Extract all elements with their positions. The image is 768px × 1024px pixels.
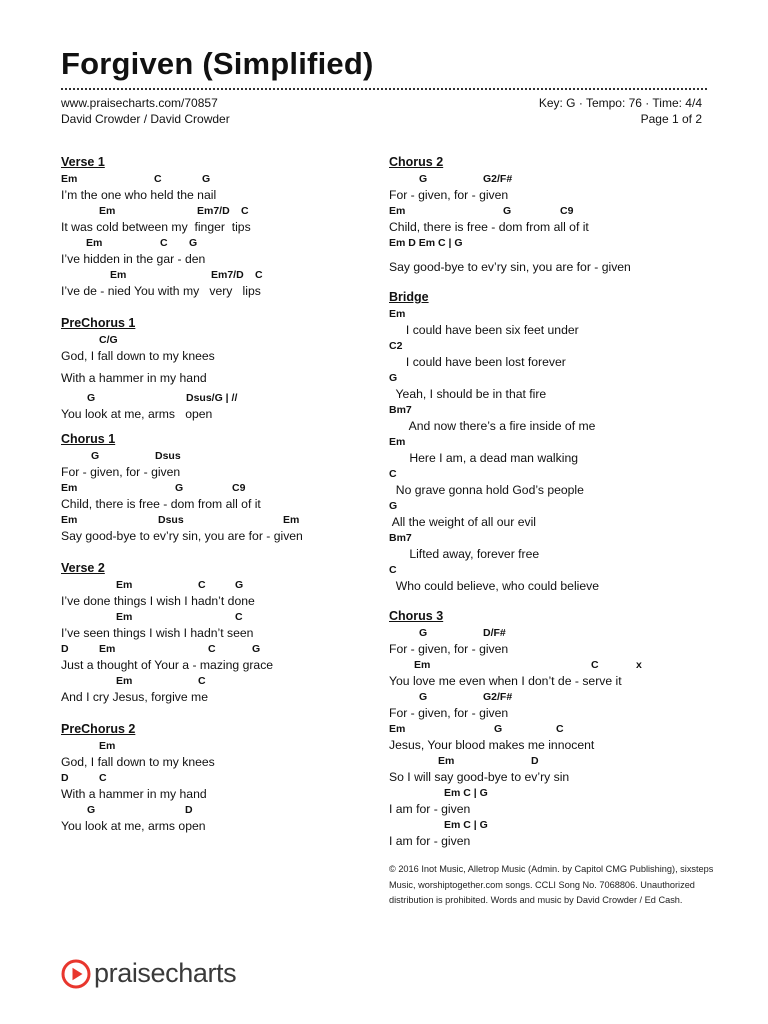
chord: G <box>419 173 428 185</box>
chord: Em <box>61 514 78 526</box>
chord-row <box>389 205 719 219</box>
chord: Dsus <box>158 514 184 526</box>
chord-row <box>389 787 719 801</box>
chord: G <box>389 500 398 512</box>
lyric-line: Say good-bye to ev’ry sin, you are for - given <box>61 529 303 543</box>
chord: G <box>202 173 211 185</box>
chart-line <box>61 269 361 301</box>
chart-line <box>61 173 361 205</box>
chord: C <box>556 723 564 735</box>
lyric-line: Who could believe, who could believe <box>389 579 600 593</box>
section-title: Chorus 1 <box>61 432 116 446</box>
lyric-line: Just a thought of Your a - mazing grace <box>61 658 274 672</box>
chord: x <box>636 659 642 671</box>
chord: G <box>503 205 512 217</box>
chord-row <box>61 804 361 818</box>
chord-row <box>61 205 361 219</box>
chord: C <box>591 659 599 671</box>
chord-row <box>389 532 719 546</box>
lyric-line: I’ve hidden in the gar - den <box>61 252 206 266</box>
chart-line <box>389 205 719 237</box>
chart-line <box>61 740 361 772</box>
chart-line <box>389 255 719 281</box>
section-title: Chorus 3 <box>389 609 444 623</box>
chord: Em <box>110 269 127 281</box>
chart-line <box>61 482 361 514</box>
chord-row <box>389 340 719 354</box>
chord: Em <box>61 482 78 494</box>
chart-line <box>389 627 719 659</box>
chord: Em <box>438 755 455 767</box>
chart-line <box>389 691 719 723</box>
chord: Em <box>99 740 116 752</box>
chart-line <box>61 514 361 546</box>
chord: G <box>252 643 261 655</box>
chord: Bm7 <box>389 532 412 544</box>
chart-line <box>61 237 361 269</box>
logo-text: praisecharts <box>94 958 237 988</box>
chord-row <box>389 627 719 641</box>
chord-row <box>61 675 361 689</box>
authors: David Crowder / David Crowder <box>61 112 230 126</box>
lyric-line: With a hammer in my hand <box>61 371 207 385</box>
chord-row <box>389 755 719 769</box>
chord: Em <box>283 514 300 526</box>
chord: G <box>91 450 100 462</box>
source-url[interactable]: www.praisecharts.com/70857 <box>61 96 218 110</box>
lyric-line: So I will say good-bye to ev’ry sin <box>389 770 570 784</box>
chart-line <box>61 643 361 675</box>
lyric-line: I am for - given <box>389 802 471 816</box>
lyric-line: Lifted away, forever free <box>389 547 540 561</box>
section-title: Verse 1 <box>61 155 105 169</box>
chord: C <box>235 611 243 623</box>
chord: C <box>154 173 162 185</box>
chord: Em <box>86 237 103 249</box>
chord-row <box>389 237 719 251</box>
chord: G2/F# <box>483 691 513 703</box>
chart-line <box>61 450 361 482</box>
chord-row <box>389 564 719 578</box>
chord: Em <box>389 205 406 217</box>
chord: G <box>419 627 428 639</box>
section-title: PreChorus 2 <box>61 722 136 736</box>
chart-line <box>61 366 361 392</box>
copyright-notice: © 2016 Inot Music, Alletrop Music (Admin. by Capitol CMG Publishing), sixsteps Music, worshiptogether.com songs. CCLI Song No. 7068806. Unauthorized distribution is prohibited. Words and music by David Crowder / Ed Cash. <box>389 864 714 905</box>
chart-line <box>389 173 719 205</box>
chord: G <box>389 372 398 384</box>
chord: Em <box>116 675 133 687</box>
chord-row <box>389 659 719 673</box>
lyric-line: You look at me, arms open <box>61 407 213 421</box>
chord: G <box>87 804 96 816</box>
lyric-line: I could have been six feet under <box>389 323 579 337</box>
chord: C <box>198 579 206 591</box>
chart-line <box>389 404 719 436</box>
chart-line <box>389 532 719 564</box>
chord: C2 <box>389 340 403 352</box>
section-title: Verse 2 <box>61 561 105 575</box>
chart-line <box>389 755 719 787</box>
section-chorus-3 <box>389 608 719 851</box>
lyric-line: All the weight of all our evil <box>389 515 537 529</box>
chord: Em7/D <box>211 269 244 281</box>
chord: Dsus <box>155 450 181 462</box>
chord: Em <box>116 611 133 623</box>
chord-row <box>61 450 361 464</box>
chord: Em C | G <box>444 787 488 799</box>
section-verse-1 <box>61 154 361 301</box>
chart-line <box>61 392 361 424</box>
chord: C <box>241 205 249 217</box>
chord: D <box>531 755 539 767</box>
chart-line <box>61 579 361 611</box>
chord-row <box>61 772 361 786</box>
section-chorus-1 <box>61 431 361 546</box>
chord: D/F# <box>483 627 506 639</box>
chord: D <box>61 643 69 655</box>
chord: Em <box>389 308 406 320</box>
chord-row <box>61 237 361 251</box>
section-bridge <box>389 289 719 596</box>
chart-line <box>61 675 361 707</box>
section-title: Bridge <box>389 290 429 304</box>
section-prechorus-2 <box>61 721 361 836</box>
section-verse-2 <box>61 560 361 707</box>
section-prechorus-1 <box>61 315 361 424</box>
lyric-line: Jesus, Your blood makes me innocent <box>389 738 595 752</box>
lyric-line: Here I am, a dead man walking <box>389 451 578 465</box>
chord-row <box>61 579 361 593</box>
lyric-line: For - given, for - given <box>61 465 181 479</box>
lyric-line: I am for - given <box>389 834 471 848</box>
key-tempo-time: Key: G · Tempo: 76 · Time: 4/4 <box>538 96 702 110</box>
chord: C9 <box>232 482 246 494</box>
lyric-line: For - given, for - given <box>389 188 509 202</box>
page-number: Page 1 of 2 <box>640 112 702 126</box>
lyric-line: Say good-bye to ev’ry sin, you are for - given <box>389 260 631 274</box>
chord-row <box>61 611 361 625</box>
lyric-line: Child, there is free - dom from all of it <box>61 497 261 511</box>
title-divider <box>61 88 707 90</box>
chart-line <box>389 372 719 404</box>
chord-row <box>389 691 719 705</box>
chart-line <box>61 772 361 804</box>
chord: D <box>185 804 193 816</box>
chord: C <box>389 468 397 480</box>
lyric-line: With a hammer in my hand <box>61 787 207 801</box>
chord-row <box>389 404 719 418</box>
lyric-line: You love me even when I don’t de - serve it <box>389 674 622 688</box>
chord: Em C | G <box>444 819 488 831</box>
play-circle-icon <box>61 959 91 989</box>
chord: Em <box>116 579 133 591</box>
chord: G <box>235 579 244 591</box>
chord: G <box>175 482 184 494</box>
chart-line <box>389 308 719 340</box>
chart-line <box>389 237 719 255</box>
chord-row <box>61 482 361 496</box>
chord: Em7/D <box>197 205 230 217</box>
chord-row <box>389 372 719 386</box>
lyric-line: And now there’s a fire inside of me <box>389 419 596 433</box>
lyric-line: It was cold between my finger tips <box>61 220 251 234</box>
chord: G <box>419 691 428 703</box>
lyric-line: God, I fall down to my knees <box>61 755 215 769</box>
chord: C/G <box>99 334 118 346</box>
chord: Em <box>389 436 406 448</box>
chord: C <box>160 237 168 249</box>
chord: G <box>189 237 198 249</box>
chart-line <box>389 659 719 691</box>
chord: Bm7 <box>389 404 412 416</box>
chord-row <box>389 468 719 482</box>
chord-row <box>61 514 361 528</box>
lyric-line: And I cry Jesus, forgive me <box>61 690 208 704</box>
chord: Em D Em C | G <box>389 237 463 249</box>
chart-line <box>389 468 719 500</box>
chord-row <box>389 308 719 322</box>
chord: Em <box>99 643 116 655</box>
chord-row <box>61 740 361 754</box>
lyric-line: I’ve de - nied You with my very lips <box>61 284 261 298</box>
chart-line <box>389 787 719 819</box>
lyric-line: I’m the one who held the nail <box>61 188 217 202</box>
chord: G <box>87 392 96 404</box>
chart-line <box>389 500 719 532</box>
chart-line <box>61 334 361 366</box>
chart-line <box>389 340 719 372</box>
section-chorus-2 <box>389 154 719 281</box>
chord-row <box>61 334 361 348</box>
section-title: Chorus 2 <box>389 155 444 169</box>
chord-row <box>389 500 719 514</box>
chord: Em <box>99 205 116 217</box>
chord-row <box>61 269 361 283</box>
lyric-line: I could have been lost forever <box>389 355 566 369</box>
lyric-line: Child, there is free - dom from all of it <box>389 220 589 234</box>
page-title: Forgiven (Simplified) <box>61 46 374 81</box>
lyric-line: No grave gonna hold God’s people <box>389 483 584 497</box>
chord: Em <box>389 723 406 735</box>
chord: G2/F# <box>483 173 513 185</box>
lyric-line: I’ve done things I wish I hadn’t done <box>61 594 255 608</box>
chord: D <box>61 772 69 784</box>
chord: G <box>494 723 503 735</box>
chart-line <box>389 564 719 596</box>
chord-row <box>61 643 361 657</box>
chord: C <box>255 269 263 281</box>
chart-line <box>389 723 719 755</box>
chart-line <box>389 436 719 468</box>
section-title: PreChorus 1 <box>61 316 136 330</box>
lyric-line: For - given, for - given <box>389 706 509 720</box>
chart-line <box>61 804 361 836</box>
chord: Em <box>61 173 78 185</box>
lyric-line: You look at me, arms open <box>61 819 206 833</box>
lyric-line: God, I fall down to my knees <box>61 349 215 363</box>
chart-line <box>61 205 361 237</box>
chord: C <box>389 564 397 576</box>
praisecharts-logo[interactable] <box>61 958 236 989</box>
chart-line <box>61 611 361 643</box>
chart-line <box>389 819 719 851</box>
chord: C <box>99 772 107 784</box>
chord-row <box>389 723 719 737</box>
chord-row <box>389 436 719 450</box>
lyric-line: For - given, for - given <box>389 642 509 656</box>
chord-row <box>389 173 719 187</box>
chord-row <box>61 173 361 187</box>
lyric-line: I’ve seen things I wish I hadn’t seen <box>61 626 254 640</box>
chord: Dsus/G | // <box>186 392 238 404</box>
chord: Em <box>414 659 431 671</box>
chord: C9 <box>560 205 574 217</box>
chord-row <box>61 392 361 406</box>
chord: C <box>208 643 216 655</box>
chord: C <box>198 675 206 687</box>
lyric-line: Yeah, I should be in that fire <box>389 387 547 401</box>
chord-row <box>389 819 719 833</box>
